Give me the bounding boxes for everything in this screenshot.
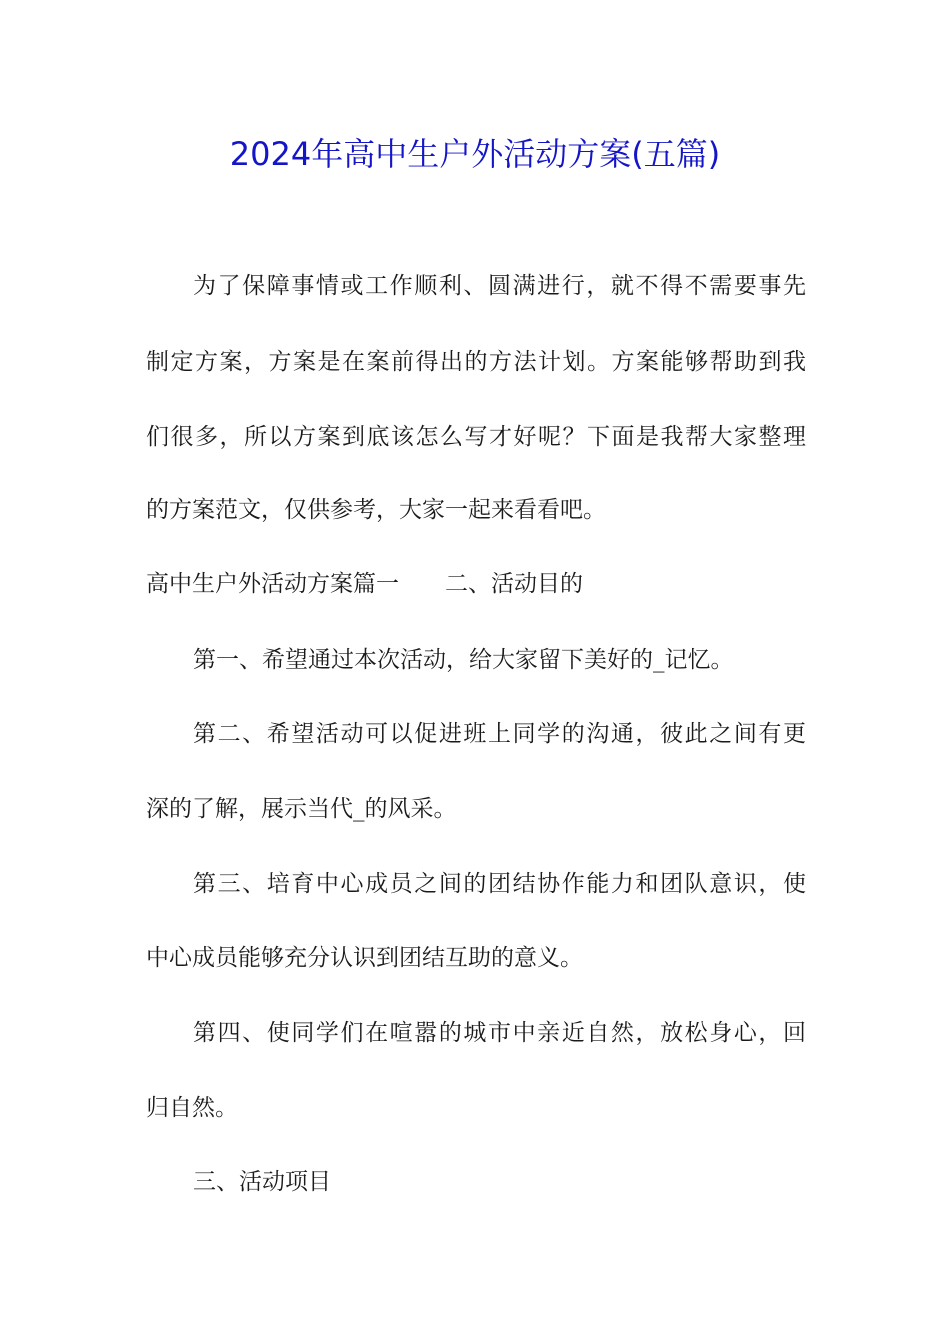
- purpose-1-line-1: 第一、希望通过本次活动，给大家留下美好的_记忆。: [193, 647, 734, 673]
- purpose-3-line-2: 中心成员能够充分认识到团结互助的意义。: [146, 945, 583, 971]
- purpose-3-line-1: 第三、培育中心成员之间的团结协作能力和团队意识，使: [193, 871, 806, 897]
- purpose-4-line-2: 归自然。: [146, 1095, 238, 1121]
- intro-line-3: 们很多，所以方案到底该怎么写才好呢？下面是我帮大家整理: [146, 424, 806, 450]
- purpose-2-line-1: 第二、希望活动可以促进班上同学的沟通，彼此之间有更: [193, 721, 806, 747]
- section-heading-row: [146, 564, 806, 604]
- subheading-projects: 三、活动项目: [193, 1169, 331, 1195]
- intro-line-1: 为了保障事情或工作顺利、圆满进行，就不得不需要事先: [193, 273, 806, 299]
- purpose-4-line-1: 第四、使同学们在喧嚣的城市中亲近自然，放松身心，回: [193, 1020, 806, 1046]
- intro-line-4: 的方案范文，仅供参考，大家一起来看看吧。: [146, 497, 606, 523]
- intro-line-2: 制定方案，方案是在案前得出的方法计划。方案能够帮助到我: [146, 349, 806, 375]
- purpose-2-line-2: 深的了解，展示当代_的风采。: [146, 796, 457, 822]
- document-title: 2024年高中生户外活动方案(五篇): [229, 135, 721, 173]
- subheading-purpose: 二、活动目的: [445, 571, 583, 597]
- section-heading: 高中生户外活动方案篇一: [146, 571, 399, 597]
